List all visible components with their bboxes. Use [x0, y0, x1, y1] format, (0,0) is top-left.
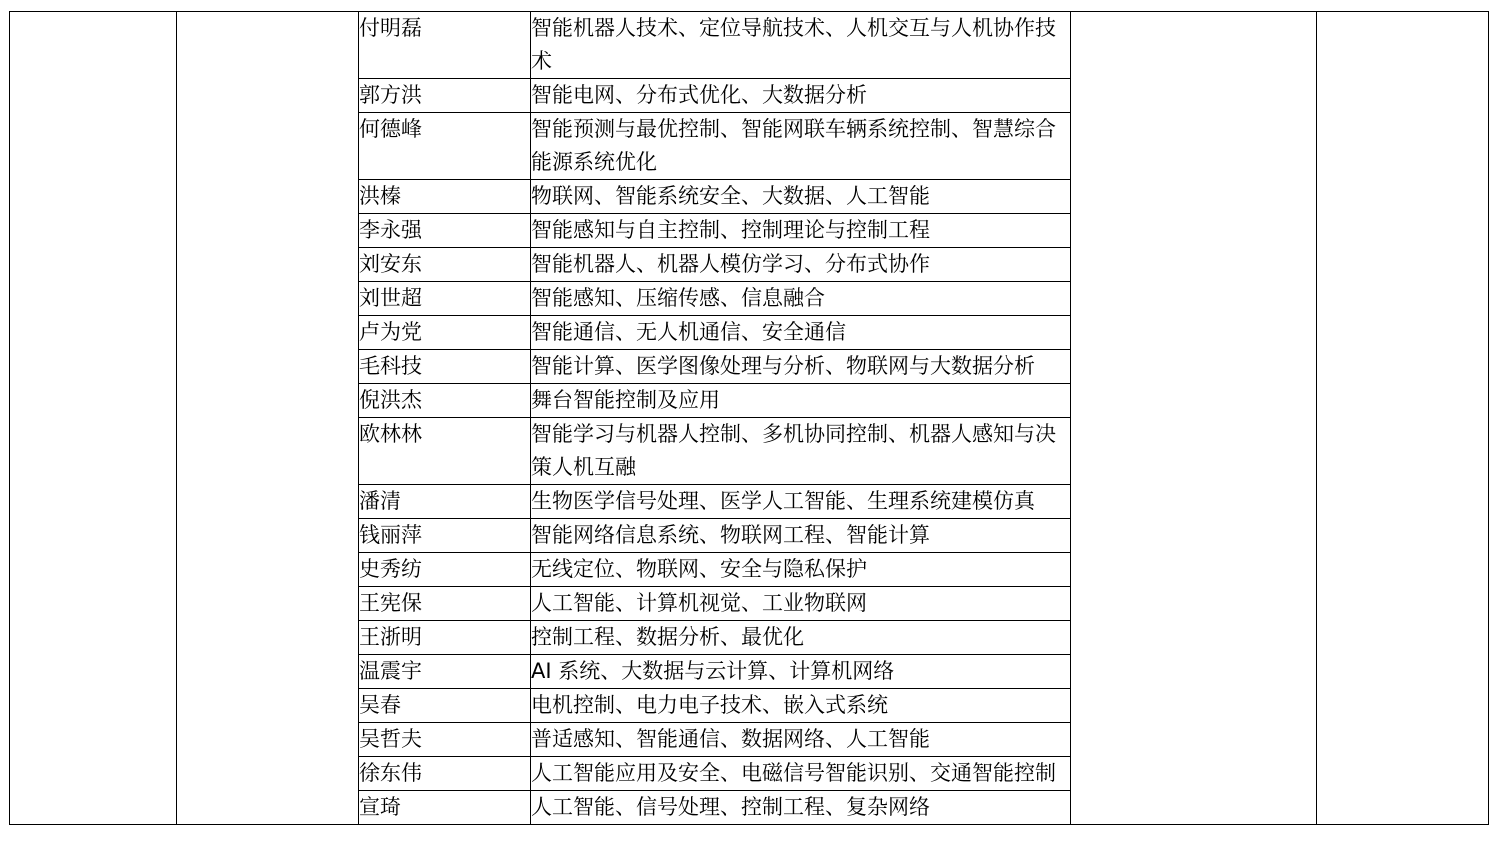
research-field-cell: 智能预测与最优控制、智能网联车辆系统控制、智慧综合能源系统优化	[531, 113, 1071, 180]
teacher-name-cell: 王浙明	[359, 621, 531, 655]
research-field-cell: 人工智能应用及安全、电磁信号智能识别、交通智能控制	[531, 757, 1071, 791]
research-field-cell: 智能机器人、机器人模仿学习、分布式协作	[531, 248, 1071, 282]
teacher-name-cell: 宣琦	[359, 791, 531, 825]
research-field-cell: 普适感知、智能通信、数据网络、人工智能	[531, 723, 1071, 757]
teacher-name-cell: 洪榛	[359, 180, 531, 214]
teacher-name-cell: 何德峰	[359, 113, 531, 180]
research-field-cell: 智能电网、分布式优化、大数据分析	[531, 79, 1071, 113]
research-field-cell: 人工智能、计算机视觉、工业物联网	[531, 587, 1071, 621]
merged-empty-cell-2	[177, 12, 359, 825]
teacher-name-cell: 毛科技	[359, 350, 531, 384]
teacher-name-cell: 卢为党	[359, 316, 531, 350]
research-field-cell: 物联网、智能系统安全、大数据、人工智能	[531, 180, 1071, 214]
research-field-cell: 人工智能、信号处理、控制工程、复杂网络	[531, 791, 1071, 825]
research-field-cell: 智能网络信息系统、物联网工程、智能计算	[531, 519, 1071, 553]
teacher-name-cell: 徐东伟	[359, 757, 531, 791]
teacher-name-cell: 李永强	[359, 214, 531, 248]
research-field-cell: 智能机器人技术、定位导航技术、人机交互与人机协作技术	[531, 12, 1071, 79]
research-field-cell: 生物医学信号处理、医学人工智能、生理系统建模仿真	[531, 485, 1071, 519]
teacher-name-cell: 潘清	[359, 485, 531, 519]
table-body	[10, 12, 1489, 825]
teacher-name-cell: 王宪保	[359, 587, 531, 621]
teacher-name-cell: 付明磊	[359, 12, 531, 79]
research-field-cell: 无线定位、物联网、安全与隐私保护	[531, 553, 1071, 587]
teacher-name-cell: 吴哲夫	[359, 723, 531, 757]
faculty-table	[9, 11, 1489, 825]
teacher-name-cell: 倪洪杰	[359, 384, 531, 418]
teacher-name-cell: 吴春	[359, 689, 531, 723]
teacher-name-cell: 欧林林	[359, 418, 531, 485]
research-field-cell: 控制工程、数据分析、最优化	[531, 621, 1071, 655]
teacher-name-cell: 钱丽萍	[359, 519, 531, 553]
research-field-cell: 智能通信、无人机通信、安全通信	[531, 316, 1071, 350]
research-field-cell: 智能感知与自主控制、控制理论与控制工程	[531, 214, 1071, 248]
research-field-cell: AI 系统、大数据与云计算、计算机网络	[531, 655, 1071, 689]
research-field-cell: 智能学习与机器人控制、多机协同控制、机器人感知与决策人机互融	[531, 418, 1071, 485]
teacher-name-cell: 史秀纺	[359, 553, 531, 587]
teacher-name-cell: 刘安东	[359, 248, 531, 282]
teacher-name-cell: 郭方洪	[359, 79, 531, 113]
table-row	[10, 12, 1489, 79]
merged-empty-cell-1	[10, 12, 177, 825]
teacher-name-cell: 刘世超	[359, 282, 531, 316]
research-field-cell: 舞台智能控制及应用	[531, 384, 1071, 418]
research-field-cell: 电机控制、电力电子技术、嵌入式系统	[531, 689, 1071, 723]
merged-empty-cell-6	[1317, 12, 1489, 825]
research-field-cell: 智能计算、医学图像处理与分析、物联网与大数据分析	[531, 350, 1071, 384]
research-field-cell: 智能感知、压缩传感、信息融合	[531, 282, 1071, 316]
teacher-name-cell: 温震宇	[359, 655, 531, 689]
merged-empty-cell-5	[1071, 12, 1317, 825]
